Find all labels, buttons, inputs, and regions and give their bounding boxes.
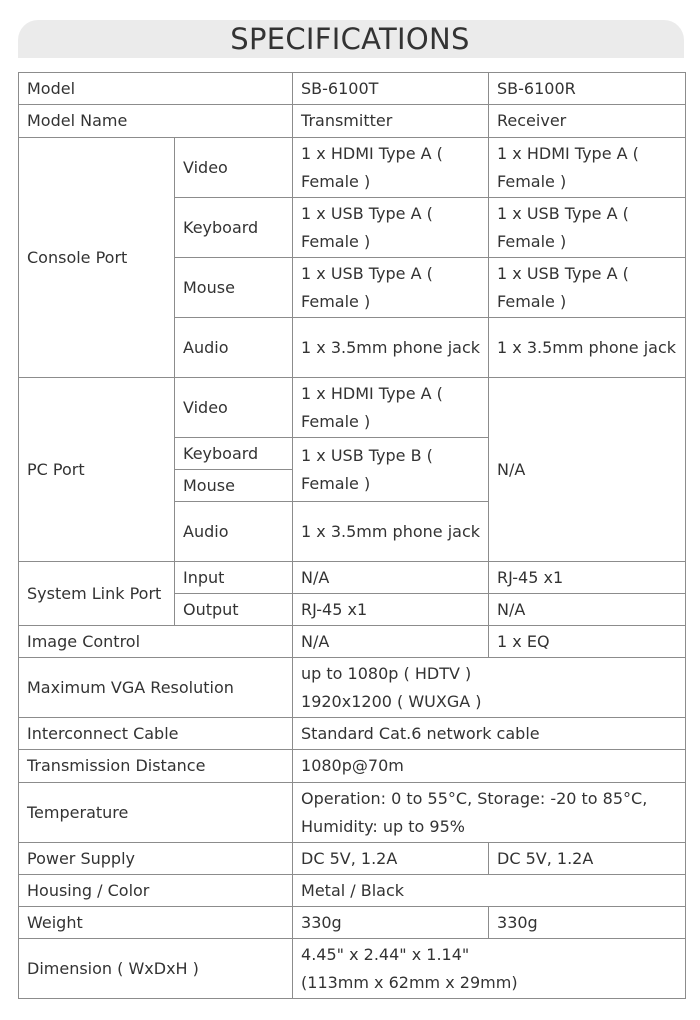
row-label-dimension: Dimension ( WxDxH ) (19, 939, 293, 999)
cell-weight-transmitter: 330g (293, 907, 489, 939)
cell-console-keyboard-receiver: 1 x USB Type A ( Female ) (489, 198, 686, 258)
row-label-console-port: Console Port (19, 138, 175, 378)
cell-transmission-distance: 1080p@70m (293, 750, 686, 783)
row-label-housing-color: Housing / Color (19, 875, 293, 907)
cell-image-control-receiver: 1 x EQ (489, 626, 686, 658)
cell-console-mouse-transmitter: 1 x USB Type A ( Female ) (293, 258, 489, 318)
row-label-interconnect-cable: Interconnect Cable (19, 718, 293, 750)
row-label-image-control: Image Control (19, 626, 293, 658)
cell-console-video-receiver: 1 x HDMI Type A ( Female ) (489, 138, 686, 198)
temperature-line-2: Humidity: up to 95% (301, 816, 465, 836)
row-label-max-vga-resolution: Maximum VGA Resolution (19, 658, 293, 718)
row-label-model: Model (19, 73, 293, 105)
cell-model-transmitter: SB-6100T (293, 73, 489, 105)
cell-temperature (293, 783, 686, 843)
sub-label-system-link-output: Output (175, 594, 293, 626)
row-label-model-name: Model Name (19, 105, 293, 138)
row-label-transmission-distance: Transmission Distance (19, 750, 293, 783)
row-label-pc-port: PC Port (19, 378, 175, 562)
row-label-power-supply: Power Supply (19, 843, 293, 875)
cell-system-link-output-transmitter: RJ-45 x1 (293, 594, 489, 626)
cell-system-link-input-receiver: RJ-45 x1 (489, 562, 686, 594)
row-label-temperature: Temperature (19, 783, 293, 843)
table-row (19, 73, 686, 105)
cell-power-supply-receiver: DC 5V, 1.2A (489, 843, 686, 875)
cell-power-supply-transmitter: DC 5V, 1.2A (293, 843, 489, 875)
row-label-system-link-port: System Link Port (19, 562, 175, 626)
page-title: SPECIFICATIONS (230, 22, 470, 56)
cell-model-receiver: SB-6100R (489, 73, 686, 105)
sub-label-pc-keyboard: Keyboard (175, 438, 293, 470)
cell-image-control-transmitter: N/A (293, 626, 489, 658)
table-row (19, 843, 686, 875)
cell-console-audio-receiver: 1 x 3.5mm phone jack (489, 318, 686, 378)
sub-label-console-audio: Audio (175, 318, 293, 378)
dimension-line-1: 4.45" x 2.44" x 1.14" (301, 945, 470, 964)
cell-console-video-transmitter: 1 x HDMI Type A ( Female ) (293, 138, 489, 198)
sub-label-system-link-input: Input (175, 562, 293, 594)
table-row (19, 378, 686, 438)
cell-pc-keyboard-mouse-transmitter: 1 x USB Type B ( Female ) (293, 438, 489, 502)
table-row (19, 562, 686, 594)
cell-console-keyboard-transmitter: 1 x USB Type A ( Female ) (293, 198, 489, 258)
sub-label-console-mouse: Mouse (175, 258, 293, 318)
cell-console-audio-transmitter: 1 x 3.5mm phone jack (293, 318, 489, 378)
cell-pc-audio-transmitter: 1 x 3.5mm phone jack (293, 502, 489, 562)
max-vga-line-2: 1920x1200 ( WUXGA ) (301, 691, 482, 711)
table-row (19, 138, 686, 198)
sub-label-pc-audio: Audio (175, 502, 293, 562)
cell-system-link-input-transmitter: N/A (293, 562, 489, 594)
cell-model-name-transmitter: Transmitter (293, 105, 489, 138)
max-vga-line-1: up to 1080p ( HDTV ) (301, 664, 472, 683)
sub-label-console-video: Video (175, 138, 293, 198)
table-row (19, 718, 686, 750)
cell-pc-video-transmitter: 1 x HDMI Type A ( Female ) (293, 378, 489, 438)
cell-interconnect-cable: Standard Cat.6 network cable (293, 718, 686, 750)
table-row (19, 105, 686, 138)
table-row (19, 783, 686, 843)
cell-model-name-receiver: Receiver (489, 105, 686, 138)
sub-label-console-keyboard: Keyboard (175, 198, 293, 258)
row-label-weight: Weight (19, 907, 293, 939)
table-row (19, 626, 686, 658)
sub-label-pc-video: Video (175, 378, 293, 438)
cell-weight-receiver: 330g (489, 907, 686, 939)
cell-housing-color: Metal / Black (293, 875, 686, 907)
cell-pc-port-receiver: N/A (489, 378, 686, 562)
cell-console-mouse-receiver: 1 x USB Type A ( Female ) (489, 258, 686, 318)
table-row (19, 658, 686, 718)
table-row (19, 875, 686, 907)
cell-dimension (293, 939, 686, 999)
specifications-table (18, 72, 686, 999)
cell-max-vga-resolution (293, 658, 686, 718)
table-row (19, 750, 686, 783)
table-row (19, 907, 686, 939)
table-row (19, 939, 686, 999)
temperature-line-1: Operation: 0 to 55°C, Storage: -20 to 85°C, (301, 789, 648, 808)
sub-label-pc-mouse: Mouse (175, 470, 293, 502)
dimension-line-2: (113mm x 62mm x 29mm) (301, 972, 518, 992)
cell-system-link-output-receiver: N/A (489, 594, 686, 626)
